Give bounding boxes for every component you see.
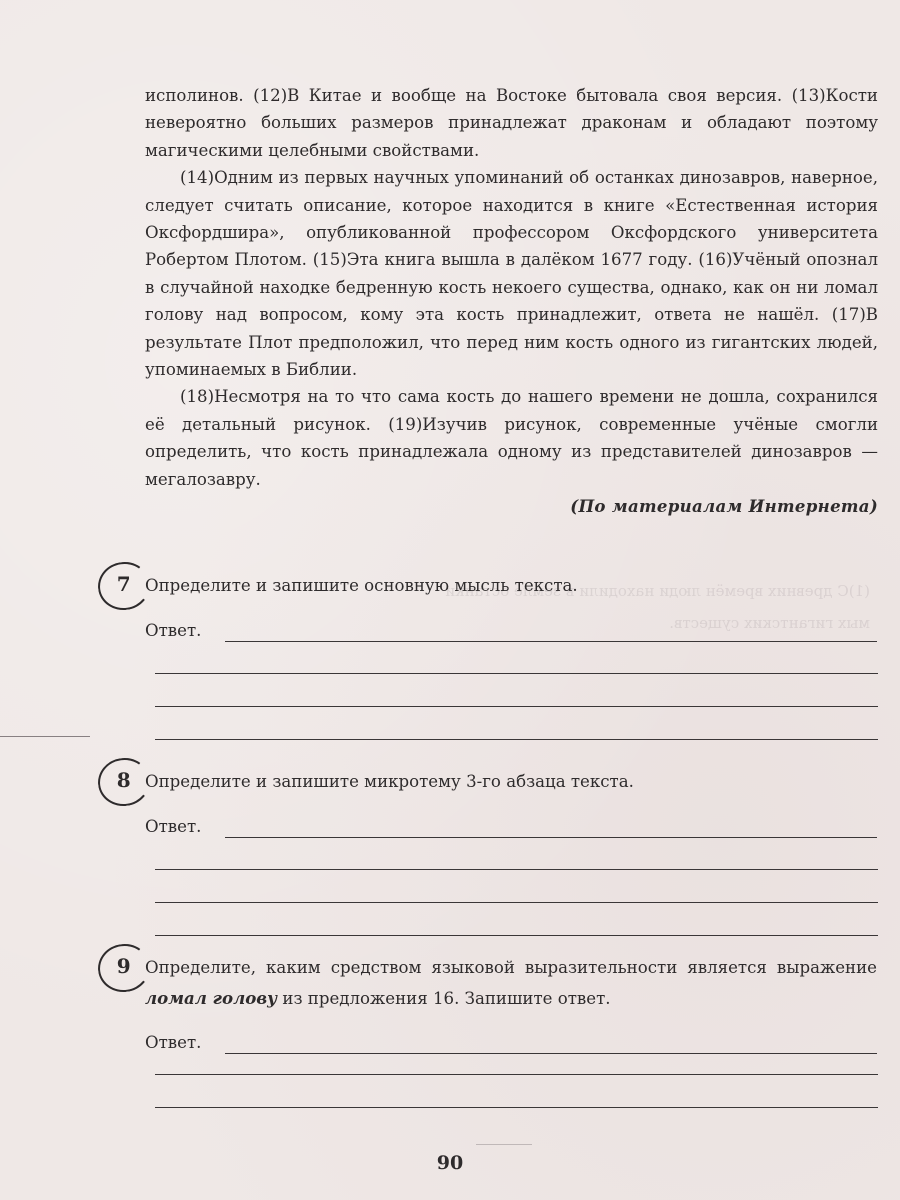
question-text bbox=[145, 570, 877, 601]
question-text bbox=[145, 952, 877, 1014]
answer-label: Ответ. bbox=[145, 817, 202, 836]
answer-line[interactable] bbox=[155, 739, 878, 740]
answer-row bbox=[145, 614, 877, 642]
question-emphasis: ломал голову bbox=[145, 988, 278, 1008]
answer-line[interactable] bbox=[155, 902, 878, 903]
answer-line[interactable] bbox=[155, 1074, 878, 1075]
answer-field[interactable] bbox=[225, 837, 877, 838]
answer-line[interactable] bbox=[155, 673, 878, 674]
question-number: 7 bbox=[116, 572, 131, 597]
question-prompt: Определите и запишите основную мысль текста. bbox=[145, 576, 578, 595]
answer-row bbox=[145, 810, 877, 838]
answer-line[interactable] bbox=[155, 869, 878, 870]
question-number: 9 bbox=[116, 954, 131, 979]
answer-field[interactable] bbox=[225, 1053, 877, 1054]
answer-line[interactable] bbox=[155, 706, 878, 707]
answer-line[interactable] bbox=[155, 1107, 878, 1108]
passage-paragraph: (14)Одним из первых научных упоминаний об останках динозавров, наверное, следует считать описание, которое находится в книге «Естественная история Оксфордшира», опубликованной профессором Оксфордского университета Робертом Плотом. (15)Эта книга вышла в далёком 1677 году. (16)Учёный опознал в случайной находке бедренную кость некоего существа, однако, как он ни ломал голову над вопросом, кому эта кость принадлежит, ответа не нашёл. (17)В результате Плот предположил, что перед ним кость одного из гигантских людей, упоминаемых в Библии. bbox=[145, 168, 878, 380]
answer-label: Ответ. bbox=[145, 621, 202, 640]
reading-passage bbox=[145, 82, 878, 521]
page-number-rule bbox=[476, 1144, 532, 1145]
question-number: 8 bbox=[116, 768, 131, 793]
passage-paragraph: исполинов. (12)В Китае и вообще на Востоке бытовала своя версия. (13)Кости невероятно больших размеров принадлежат драконам и обладают поэтому магическими целебными свойствами. bbox=[145, 86, 878, 160]
page-number: 90 bbox=[436, 1152, 464, 1174]
answer-label: Ответ. bbox=[145, 1033, 202, 1052]
question-prompt: Определите и запишите микротему 3-го абзаца текста. bbox=[145, 772, 634, 791]
answer-row bbox=[145, 1026, 877, 1054]
bleed-line: мых гигантских существ. bbox=[669, 614, 870, 632]
question-prompt-end: из предложения 16. Запишите ответ. bbox=[277, 989, 611, 1008]
question-8 bbox=[98, 758, 878, 938]
passage-paragraph: (18)Несмотря на то что сама кость до нашего времени не дошла, сохранился её детальный рисунок. (19)Изучив рисунок, современные учёные смогли определить, что кость принадлежала одному из представителей динозавров — мегалозавру. bbox=[145, 387, 878, 489]
bleed-line: (1)С древних времён люди находили в земле останки bbox=[445, 582, 870, 600]
question-7 bbox=[98, 562, 878, 752]
answer-line[interactable] bbox=[155, 935, 878, 936]
margin-mark bbox=[0, 736, 90, 737]
question-9 bbox=[98, 944, 878, 1114]
answer-field[interactable] bbox=[225, 641, 877, 642]
question-text bbox=[145, 766, 877, 797]
passage-source: (По материалам Интернета) bbox=[570, 496, 878, 517]
question-prompt: Определите, каким средством языковой выразительности является выражение bbox=[145, 958, 877, 977]
